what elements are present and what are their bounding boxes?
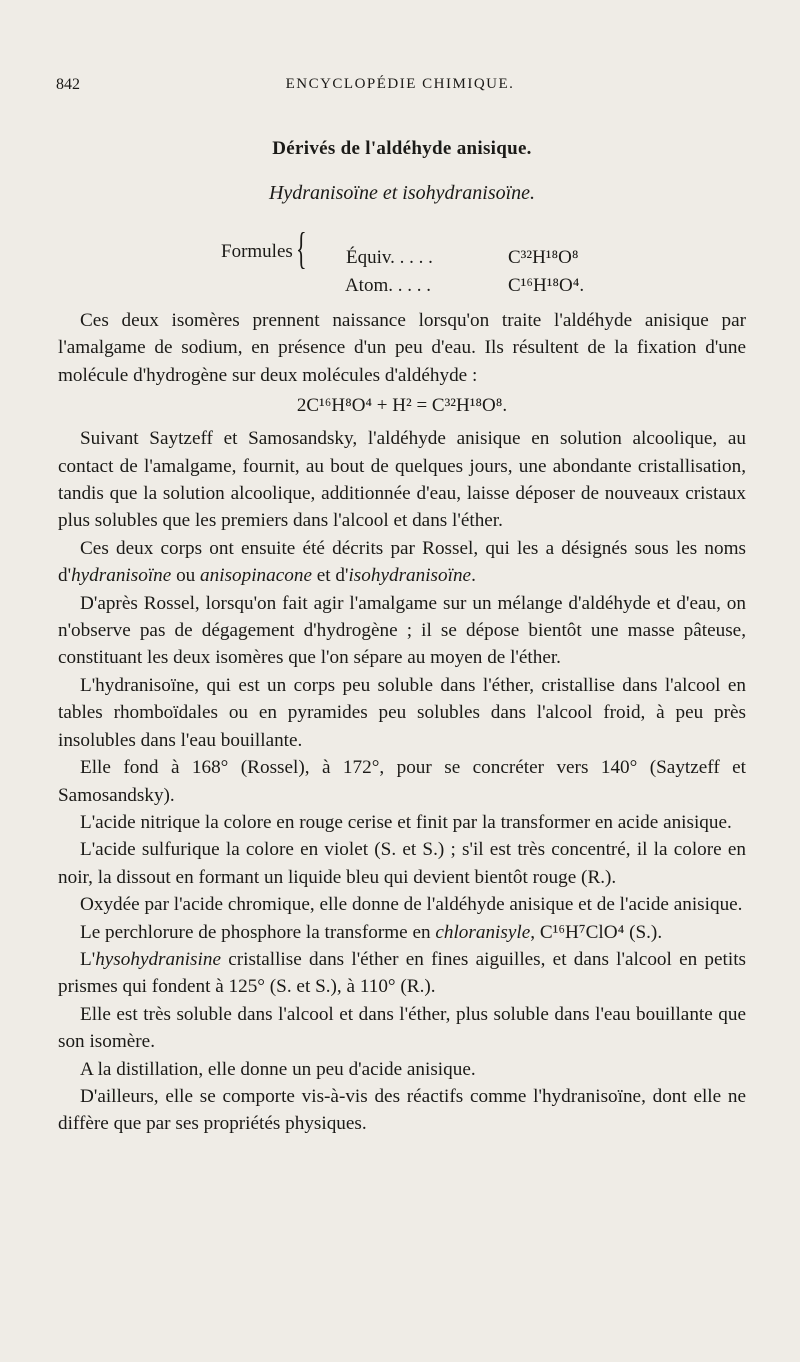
paragraph: Elle est très soluble dans l'alcool et dans l'éther, plus soluble dans l'eau bouillante que son isomère. xyxy=(58,1003,746,1053)
paragraph: A la distillation, elle donne un peu d'acide anisique. xyxy=(80,1058,476,1080)
paragraph xyxy=(58,946,746,1001)
section-title: Dérivés de l'aldéhyde anisique. xyxy=(272,138,532,159)
formula-row-name: Équiv. . . . . xyxy=(346,247,433,268)
paragraph: Elle fond à 168° (Rossel), à 172°, pour se concréter vers 140° (Saytzeff et Samosandsky). xyxy=(58,757,746,806)
text-run: Le perchlorure de phosphore la transforme en xyxy=(80,921,436,943)
paragraph xyxy=(58,919,746,946)
compound-name: hydranisoïne xyxy=(71,565,172,587)
paragraph: L'acide nitrique la colore en rouge cerise et finit par la transformer en acide anisique. xyxy=(80,811,732,833)
paragraph: L'hydranisoïne, qui est un corps peu soluble dans l'éther, cristallise dans l'alcool en tables rhomboïdales ou en pyramides peu solubles dans l'alcool froid, à peu près insolubles dans l'eau bouillante. xyxy=(58,674,746,751)
formula-label: Formules xyxy=(221,241,293,262)
text-run: . xyxy=(471,565,476,587)
subtitle: Hydranisoïne et isohydranisoïne. xyxy=(268,182,536,204)
compound-name: isohydranisoïne xyxy=(348,565,472,587)
paragraph xyxy=(58,535,746,590)
paragraph: L'acide sulfurique la colore en violet (S. et S.) ; s'il est très concentré, il la colore en noir, la dissout en formant un liquide bleu qui devient bientôt rouge (R.). xyxy=(58,839,746,888)
page-body xyxy=(58,138,746,1138)
text-run: , C¹⁶H⁷ClO⁴ (S.). xyxy=(530,921,663,943)
page-number: 842 xyxy=(56,76,80,93)
formula-row-value: C¹⁶H¹⁸O⁴. xyxy=(508,275,585,296)
formula-row-name: Atom. . . . . xyxy=(344,275,431,296)
formula-block xyxy=(58,223,746,296)
text-run: et d' xyxy=(311,565,349,587)
paragraph: D'ailleurs, elle se comporte vis-à-vis des réactifs comme l'hydranisoïne, dont elle ne diffère que par ses propriétés physiques. xyxy=(58,1085,746,1135)
paragraph: Suivant Saytzeff et Samosandsky, l'aldéhyde anisique en solution alcoolique, au contact de l'amalgame, fournit, au bout de quelques jours, une abondante cristallisation, tandis que la solution alcoolique, additionnée d'eau, laisse déposer de nouveaux cristaux plus solubles que les premiers dans l'alcool et dans l'éther. xyxy=(58,428,746,532)
equation: 2C¹⁶H⁸O⁴ + H² = C³²H¹⁸O⁸. xyxy=(296,395,508,417)
text-run: cristallise dans l'éther en fines aiguilles, et dans l'alcool en petits prismes qui fondent à 125° (S. et S.), à 110° (R.). xyxy=(58,948,746,998)
brace-glyph: { xyxy=(296,224,307,273)
compound-name: hysohydranisine xyxy=(95,948,221,970)
compound-name: chloranisyle xyxy=(435,921,531,943)
formula-row-value: C³²H¹⁸O⁸ xyxy=(508,247,579,268)
text-run: L' xyxy=(80,948,96,970)
paragraph: Ces deux isomères prennent naissance lorsqu'on traite l'aldéhyde anisique par l'amalgame de sodium, en présence d'un peu d'eau. Ils résultent de la fixation d'une molécule d'hydrogène sur deux molécules d'aldéhyde : xyxy=(58,310,746,386)
page-header xyxy=(56,76,744,100)
running-head: ENCYCLOPÉDIE CHIMIQUE. xyxy=(285,76,515,92)
text-run: Ces deux corps ont ensuite été décrits par Rossel, qui les a désignés sous les noms d' xyxy=(58,537,746,587)
text-run: ou xyxy=(171,565,201,587)
paragraph: D'après Rossel, lorsqu'on fait agir l'amalgame sur un mélange d'aldéhyde et d'eau, on n'observe pas de dégagement d'hydrogène ; il se dépose bientôt une masse pâteuse, constituant les deux isomères que l'on sépare au moyen de l'éther. xyxy=(58,592,746,669)
paragraph: Oxydée par l'acide chromique, elle donne de l'aldéhyde anisique et de l'acide anisique. xyxy=(80,894,743,916)
compound-name: anisopinacone xyxy=(200,565,312,587)
